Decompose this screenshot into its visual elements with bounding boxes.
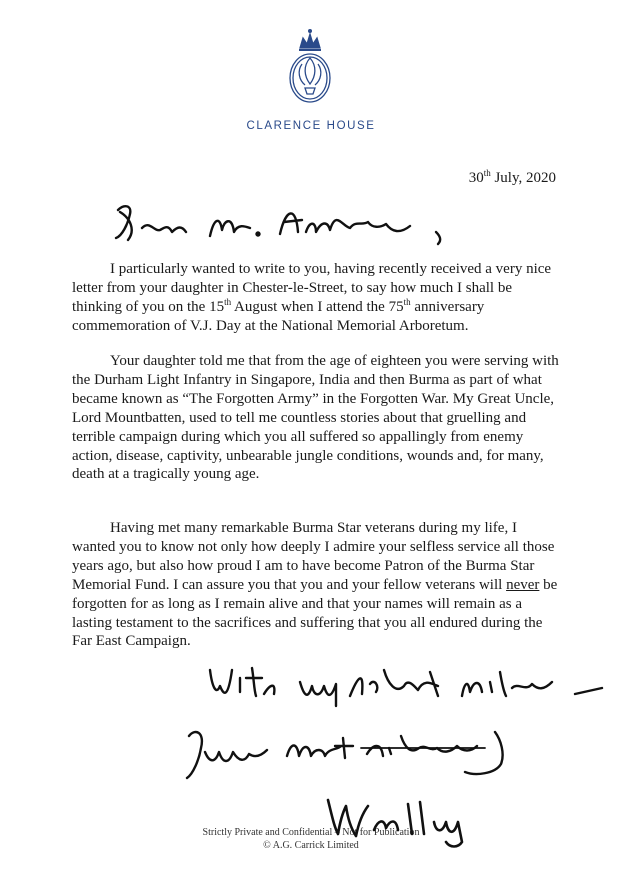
letter-paragraph-2 — [72, 352, 562, 484]
letter-paragraph-1 — [72, 260, 562, 336]
letter-date — [469, 170, 556, 187]
letterhead-house-name: CLARENCE HOUSE — [246, 120, 376, 132]
footer-confidential-notice: Strictly Private and Confidential – Not for Publication — [202, 827, 420, 838]
footer-copyright: © A.G. Carrick Limited — [263, 840, 359, 851]
letter-paragraph-3 — [72, 519, 562, 651]
prince-of-wales-feathers-crest-icon — [285, 28, 335, 112]
paragraph-1-sup-2: th — [403, 296, 411, 307]
paragraph-2-text: Your daughter told me that from the age of eighteen you were serving with the Durham Light Infantry in Singapore, India and then Burma as part of what became known as “The Forgotten Army” in the Forgotten War. My Great Uncle, Lord Mountbatten, used to tell me countless stories about that gruelling and terrible campaign during which you all suffered so appallingly from enemy action, disease, captivity, unbearable jungle conditions, wounds and, for many, death at a tragically young age. — [72, 353, 559, 483]
date-rest: July, 2020 — [490, 170, 556, 186]
handwritten-closing-line-1 — [200, 656, 610, 716]
paragraph-3-text-a: Having met many remarkable Burma Star veterans during my life, I wanted you to know not only how deeply I admire your selfless service all those years ago, but also how proud I am to have become Patron of the Burma Star Memorial Fund. I can assure you that you and your fellow veterans will — [72, 520, 555, 593]
footer — [0, 826, 622, 852]
handwritten-salutation — [110, 198, 460, 248]
date-suffix: th — [483, 168, 491, 178]
handwritten-signature — [318, 786, 498, 852]
paragraph-3-text-b: be forgotten for as long as I remain alive and that your names will remain as a lasting testament to the sacrifices and suffering that you all endured during the Far East Campaign. — [72, 576, 558, 650]
handwritten-closing-line-2 — [175, 718, 535, 788]
paragraph-1-text-c: anniversary commemoration of V.J. Day at the National Memorial Arboretum. — [72, 298, 485, 334]
paragraph-3-emphasis: never — [506, 576, 540, 593]
date-day: 30 — [468, 170, 484, 186]
paragraph-1-text-a: I particularly wanted to write to you, having recently received a very nice letter from your daughter in Chester-le-Street, to say how much I shall be thinking of you on the 15 — [72, 261, 552, 315]
paragraph-1-sup-1: th — [224, 296, 232, 307]
paragraph-1-text-b: August when I attend the 75 — [231, 298, 404, 315]
